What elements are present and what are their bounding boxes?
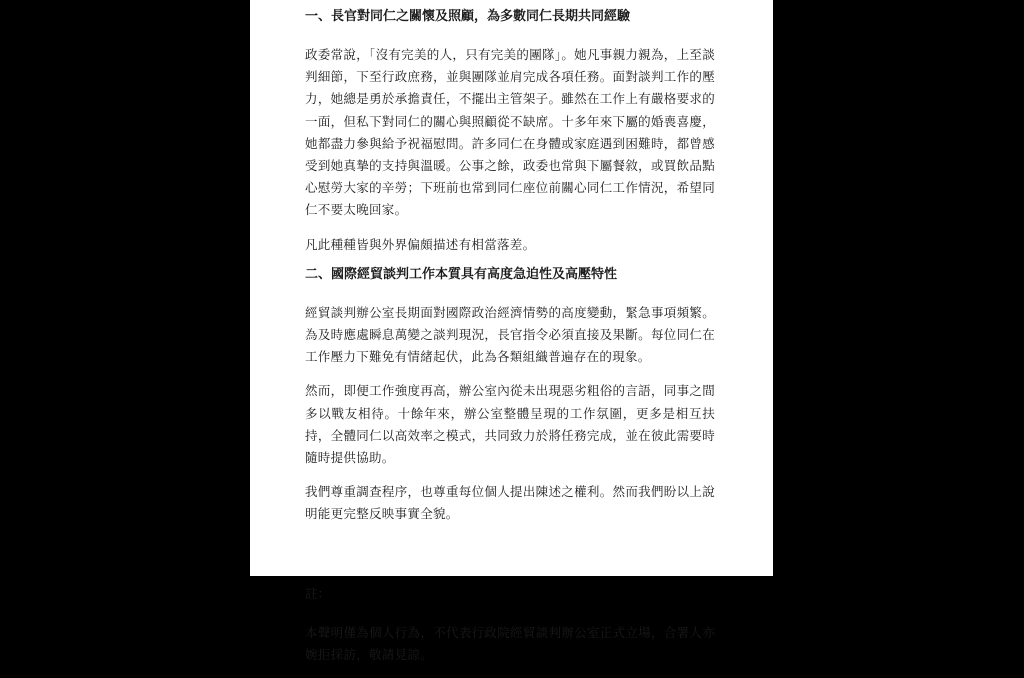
section1-heading: 一、長官對同仁之關懷及照顧，為多數同仁長期共同經驗 [305,9,631,24]
note-label: 註： [305,585,331,601]
section2-paragraph-3: 我們尊重調查程序，也尊重每位個人提出陳述之權利。然而我們盼以上說明能更完整反映事實全貌。 [305,484,715,522]
section1-paragraph-2: 凡此種種皆與外界偏頗描述有相當落差。 [305,236,536,252]
spacer [305,538,715,584]
spacer [305,604,715,622]
section2-heading: 二、國際經貿談判工作本質具有高度急迫性及高壓特性 [305,266,618,282]
section2-paragraph-1: 經貿談判辦公室長期面對國際政治經濟情勢的高度變動，緊急事項頻繁。為及時應處瞬息萬變之談判現況，長官指令必須直接及果斷。每位同仁在工作壓力下難免有情緒起伏，此為各類組織普遍存在的現象。 [305,304,715,365]
section2-paragraph-2: 然而，即便工作強度再高，辦公室內從未出現惡劣粗俗的言語，同事之間多以戰友相待。十餘年來，辦公室整體呈現的工作氛圍，更多是相互扶持，全體同仁以高效率之模式，共同致力於將任務完成，並在彼此需要時隨時提供協助。 [305,383,715,466]
note-text: 本聲明僅為個人行為，不代表行政院經貿談判辦公室正式立場，合署人亦婉拒採訪，敬請見諒。 [305,624,715,662]
document-page [250,0,773,662]
section1-paragraph-1: 政委常說，「沒有完美的人，只有完美的團隊」。她凡事親力親為，上至談判細節，下至行政庶務，並與團隊並肩完成各項任務。面對談判工作的壓力，她總是勇於承擔責任，不擺出主管架子。雖然在工作上有嚴格要求的一面，但私下對同仁的關心與照顧從不缺席。十多年來下屬的婚喪喜慶，她都盡力參與給予祝福慰問。許多同仁在身體或家庭遇到困難時，都曾感受到她真摯的支持與溫暖。公事之餘，政委也常與下屬餐敘，或買飲品點心慰勞大家的辛勞；下班前也常到同仁座位前關心同仁工作情況，希望同仁不要太晚回家。 [305,47,715,218]
document-content [305,8,715,678]
